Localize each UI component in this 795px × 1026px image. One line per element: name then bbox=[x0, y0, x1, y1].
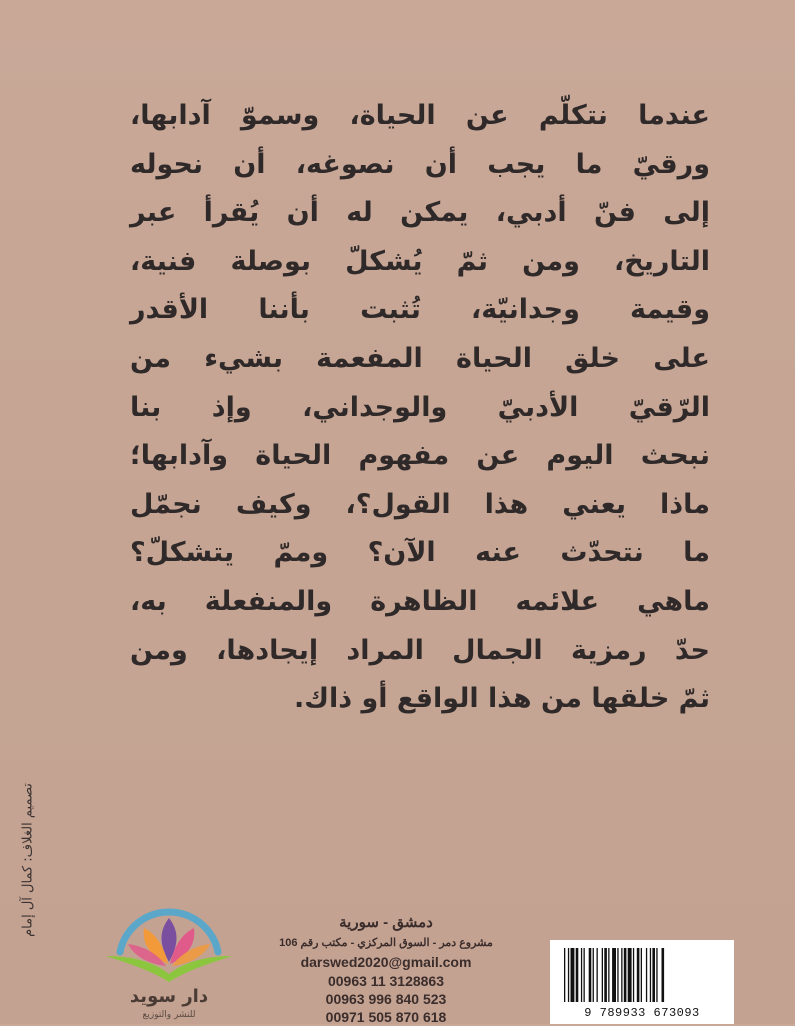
isbn-number: 9 789933 673093 bbox=[584, 1006, 700, 1020]
publisher-phone: 00971 505 870 618 bbox=[325, 1009, 447, 1025]
blurb-line: على خلق الحياة المفعمة بشيء من bbox=[130, 342, 710, 374]
open-book-icon bbox=[98, 890, 240, 990]
blurb-line: ثمّ خلقها من هذا الواقع أو ذاك. bbox=[293, 683, 710, 715]
blurb-line: ورقيّ ما يجب أن نصوغه، أن نحوله bbox=[130, 148, 710, 180]
barcode-bars bbox=[550, 940, 734, 1006]
blurb-line: ما نتحدّث عنه الآن؟ وممّ يتشكلّ؟ bbox=[130, 537, 710, 569]
blurb-line: نبحث اليوم عن مفهوم الحياة وآدابها؛ bbox=[130, 440, 710, 472]
publisher-tagline: للنشر والتوزيع bbox=[142, 1010, 196, 1020]
designer-credit-text: تصميم الغلاف: كمال آل إمام bbox=[20, 783, 36, 937]
publisher-city: دمشق - سورية bbox=[339, 914, 433, 931]
blurb-line: عندما نتكلّم عن الحياة، وسموّ آدابها، bbox=[130, 100, 710, 131]
publisher-logo bbox=[98, 890, 240, 1024]
publisher-contact bbox=[262, 912, 510, 1026]
blurb-line: حدّ رمزية الجمال المراد إيجادها، ومن bbox=[130, 634, 710, 666]
blurb-line: التاريخ، ومن ثمّ يُشكلّ بوصلة فنية، bbox=[130, 245, 710, 277]
blurb-line: وقيمة وجدانيّة، تُثبت بأننا الأقدر bbox=[130, 294, 710, 326]
blurb-line: إلى فنّ أدبي، يمكن له أن يُقرأ عبر bbox=[130, 197, 710, 229]
blurb-line: ماهي علائمه الظاهرة والمنفعلة به، bbox=[130, 585, 710, 617]
cover-designer-credit bbox=[18, 760, 38, 960]
publisher-email: darswed2020@gmail.com bbox=[300, 954, 472, 970]
publisher-name: دار سويد bbox=[129, 986, 209, 1007]
publisher-phone: 00963 996 840 523 bbox=[325, 991, 447, 1007]
publisher-phone: 00963 11 3128863 bbox=[327, 973, 444, 989]
blurb-line: ماذا يعني هذا القول؟، وكيف نجمّل bbox=[130, 488, 710, 520]
blurb-line: الرّقيّ الأدبيّ والوجداني، وإذ بنا bbox=[130, 391, 710, 423]
isbn-barcode bbox=[550, 940, 734, 1024]
blurb-text bbox=[130, 92, 710, 724]
publisher-address: مشروع دمر - السوق المركزي - مكتب رقم 106 bbox=[279, 937, 493, 949]
